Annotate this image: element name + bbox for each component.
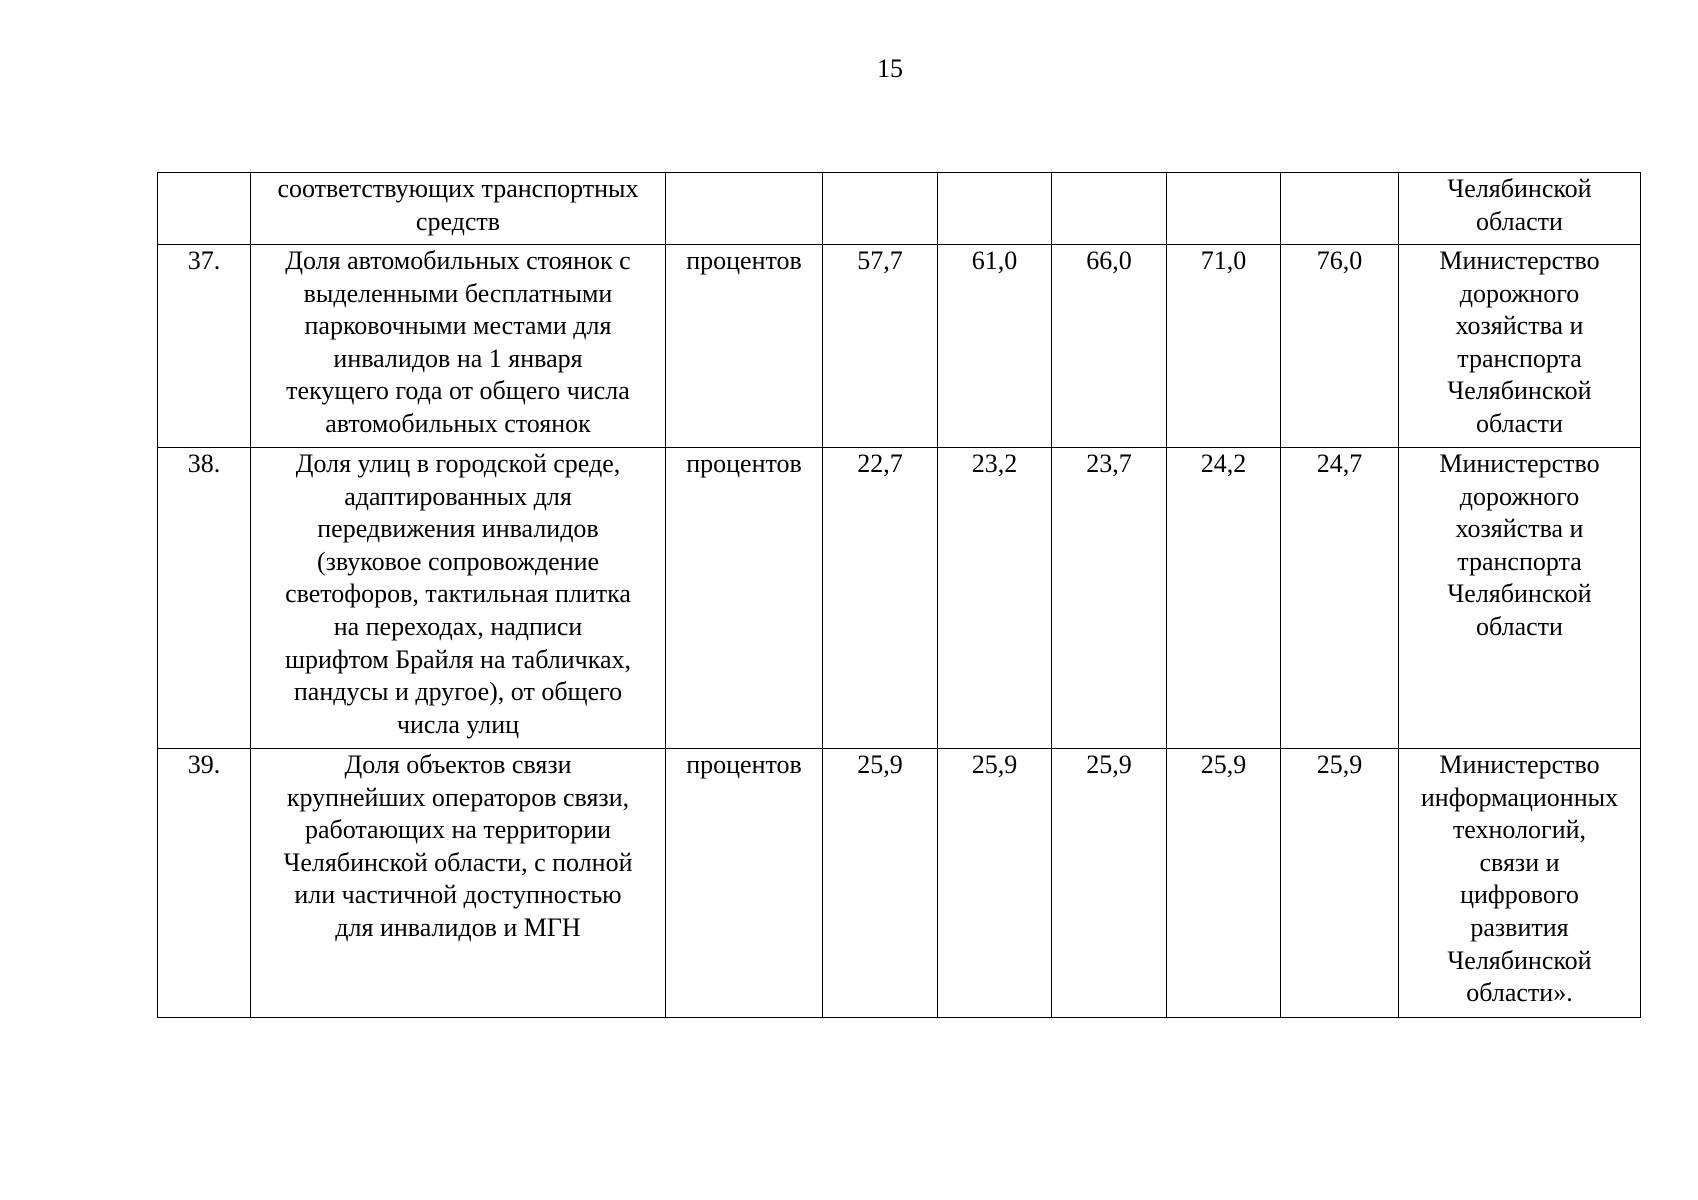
row-number — [158, 173, 251, 245]
value-cell: 25,9 — [1281, 749, 1399, 1018]
unit-cell: процентов — [666, 245, 823, 448]
indicator-name: соответствующих транспортных средств — [251, 173, 666, 245]
table-row — [158, 173, 1641, 245]
value-cell: 25,9 — [938, 749, 1052, 1018]
row-number: 37. — [158, 245, 251, 448]
responsible-cell: Челябинской области — [1399, 173, 1641, 245]
unit-cell — [666, 173, 823, 245]
value-cell: 23,2 — [938, 448, 1052, 749]
unit-cell: процентов — [666, 749, 823, 1018]
page-number: 15 — [877, 54, 903, 83]
value-cell: 57,7 — [823, 245, 938, 448]
unit-cell: процентов — [666, 448, 823, 749]
indicator-name: Доля улиц в городской среде, адаптированных для передвижения инвалидов (звуковое сопровождение светофоров, тактильная плитка на переходах, надписи шрифтом Брайля на табличках, пандусы и другое), от общего числа улиц — [251, 448, 666, 749]
value-cell: 25,9 — [823, 749, 938, 1018]
value-cell — [1052, 173, 1167, 245]
value-cell: 76,0 — [1281, 245, 1399, 448]
responsible-cell: Министерство дорожного хозяйства и транспорта Челябинской области — [1399, 448, 1641, 749]
table-row — [158, 749, 1641, 1018]
row-number: 38. — [158, 448, 251, 749]
table-row — [158, 245, 1641, 448]
value-cell — [938, 173, 1052, 245]
value-cell — [1281, 173, 1399, 245]
indicator-name: Доля автомобильных стоянок с выделенными бесплатными парковочными местами для инвалидов на 1 января текущего года от общего числа автомобильных стоянок — [251, 245, 666, 448]
responsible-cell: Министерство информационных технологий, связи и цифрового развития Челябинской области». — [1399, 749, 1641, 1018]
indicator-name: Доля объектов связи крупнейших операторов связи, работающих на территории Челябинской области, с полной или частичной доступностью для инвалидов и МГН — [251, 749, 666, 1018]
value-cell: 22,7 — [823, 448, 938, 749]
value-cell: 23,7 — [1052, 448, 1167, 749]
value-cell — [823, 173, 938, 245]
value-cell: 24,7 — [1281, 448, 1399, 749]
value-cell — [1167, 173, 1281, 245]
value-cell: 66,0 — [1052, 245, 1167, 448]
value-cell: 24,2 — [1167, 448, 1281, 749]
value-cell: 25,9 — [1052, 749, 1167, 1018]
indicators-table — [157, 172, 1641, 1018]
responsible-cell: Министерство дорожного хозяйства и транспорта Челябинской области — [1399, 245, 1641, 448]
table-row — [158, 448, 1641, 749]
value-cell: 25,9 — [1167, 749, 1281, 1018]
value-cell: 71,0 — [1167, 245, 1281, 448]
row-number: 39. — [158, 749, 251, 1018]
value-cell: 61,0 — [938, 245, 1052, 448]
